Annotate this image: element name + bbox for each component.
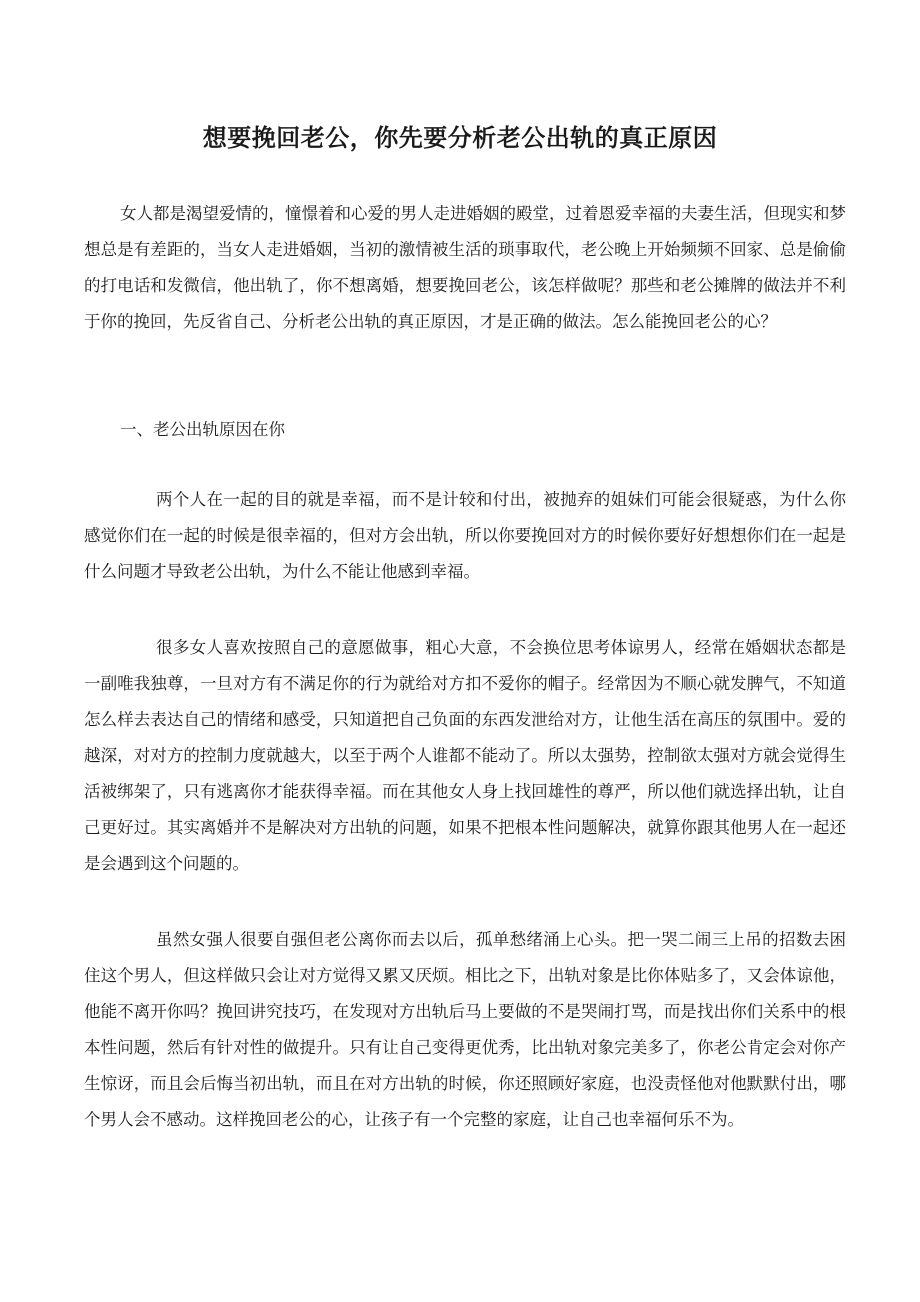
intro-paragraph: 女人都是渴望爱情的，憧憬着和心爱的男人走进婚姻的殿堂，过着恩爱幸福的夫妻生活，但现实和梦想总是有差距的，当女人走进婚姻，当初的激情被生活的琐事取代，老公晚上开始频频不回家、总是偷偷的打电话和发微信，他出轨了，你不想离婚，想要挽回老公，该怎样做呢？那些和老公摊牌的做法并不利于你的挽回，先反省自己、分析老公出轨的真正原因，才是正确的做法。怎么能挽回老公的心？ — [84, 204, 846, 331]
section-heading: 一、老公出轨原因在你 — [120, 420, 285, 439]
body-paragraph: 两个人在一起的目的就是幸福，而不是计较和付出，被抛弃的姐妹们可能会很疑惑，为什么你感觉你们在一起的时候是很幸福的，但对方会出轨，所以你要挽回对方的时候你要好好想想你们在一起是什么问题才导致老公出轨，为什么不能让他感到幸福。 — [84, 490, 846, 581]
body-paragraph: 虽然女强人很要自强但老公离你而去以后，孤单愁绪涌上心头。把一哭二闹三上吊的招数去困住这个男人，但这样做只会让对方觉得又累又厌烦。相比之下，出轨对象是比你体贴多了，又会体谅他，他能不离开你吗？挽回讲究技巧，在发现对方出轨后马上要做的不是哭闹打骂，而是找出你们关系中的根本性问题，然后有针对性的做提升。只有让自己变得更优秀，比出轨对象完美多了，你老公肯定会对你产生惊讶，而且会后悔当初出轨，而且在对方出轨的时候，你还照顾好家庭，也没责怪他对他默默付出，哪个男人会不感动。这样挽回老公的心，让孩子有一个完整的家庭，让自己也幸福何乐不为。 — [84, 930, 846, 1129]
document-title: 想要挽回老公，你先要分析老公出轨的真正原因 — [202, 123, 718, 152]
body-paragraph: 很多女人喜欢按照自己的意愿做事，粗心大意，不会换位思考体谅男人，经常在婚姻状态都是一副唯我独尊，一旦对方有不满足你的行为就给对方扣不爱你的帽子。经常因为不顺心就发脾气，不知道怎么样去表达自己的情绪和感受，只知道把自己负面的东西发泄给对方，让他生活在高压的氛围中。爱的越深，对对方的控制力度就越大，以至于两个人谁都不能动了。所以太强势，控制欲太强对方就会觉得生活被绑架了，只有逃离你才能获得幸福。而在其他女人身上找回雄性的尊严，所以他们就选择出轨，让自己更好过。其实离婚并不是解决对方出轨的问题，如果不把根本性问题解决，就算你跟其他男人在一起还是会遇到这个问题的。 — [84, 638, 846, 873]
